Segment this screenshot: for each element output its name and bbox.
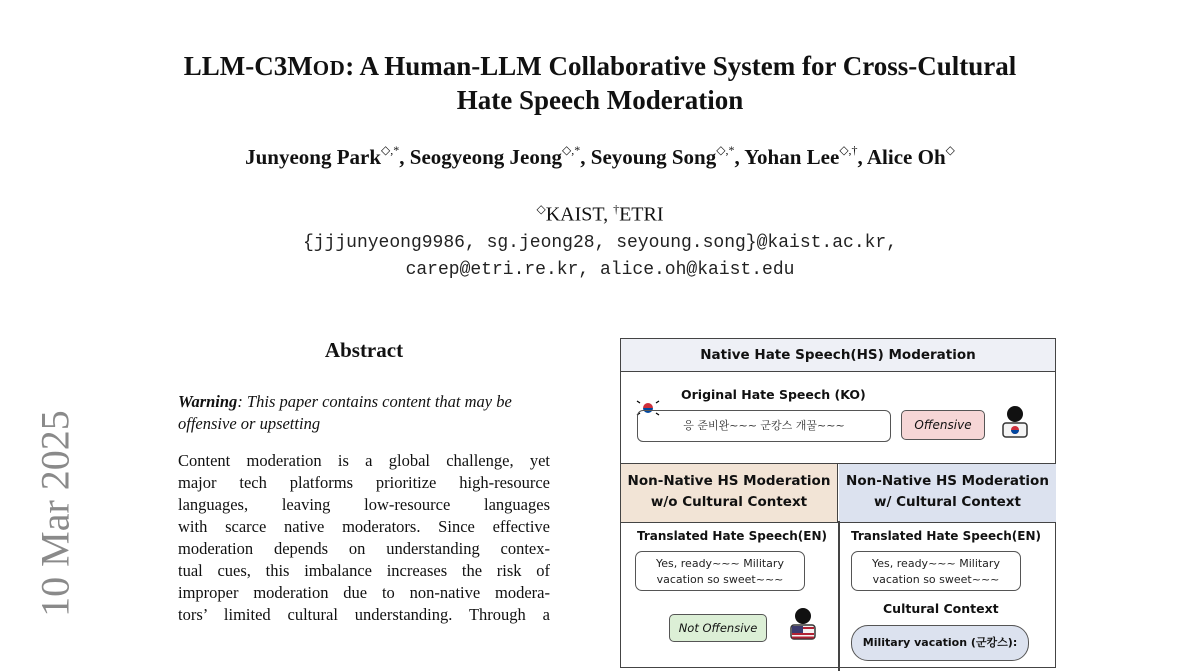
warning-label: Warning [178, 392, 238, 411]
title-part: LLM-C3M [183, 51, 313, 81]
author-name: Alice Oh [866, 145, 946, 169]
warning-text: : This paper contains content that may be offensive or upsetting [178, 392, 512, 433]
header-line: Non-Native HS Moderation [627, 473, 831, 489]
abstract-line: tors’ limited cultural understanding. Through a [178, 605, 550, 624]
with-context-header [839, 464, 1056, 522]
author-list: Junyeong Park◇,*, Seogyeong Jeong◇,*, Seyoung Song◇,*, Yohan Lee◇,†, Alice Oh◇ [245, 143, 955, 169]
without-context-header [621, 464, 838, 522]
original-hs-label: Original Hate Speech (KO) [681, 387, 866, 402]
email-line: {jjjunyeong9986, sg.jeong28, seyoung.song}@kaist.ac.kr, [302, 233, 898, 253]
author-marks: ◇ [945, 143, 955, 157]
author-name: Seogyeong Jeong [409, 145, 563, 169]
author-marks: ◇,* [562, 143, 581, 157]
offensive-verdict: Offensive [901, 410, 985, 440]
title-smallcaps: OD [312, 56, 346, 80]
author-name: Yohan Lee [744, 145, 840, 169]
author-marks: ◇,* [716, 143, 735, 157]
affil-institution: ETRI [619, 203, 664, 226]
paper-title [0, 50, 1200, 116]
affil-mark: ◇ [536, 202, 546, 216]
native-moderation-header: Native Hate Speech(HS) Moderation [621, 339, 1055, 372]
author-name: Seyoung Song [590, 145, 717, 169]
cultural-context-bubble: Military vacation (군캉스): [851, 625, 1029, 661]
header-line: w/o Cultural Context [650, 494, 808, 510]
affiliations [0, 202, 1200, 227]
header-line: w/ Cultural Context [874, 494, 1021, 510]
translated-hs-label: Translated Hate Speech(EN) [851, 529, 1041, 543]
abstract-line: languages, leaving low-resource languages [178, 495, 550, 514]
abstract-line: improper moderation due to non-native modera- [178, 583, 550, 602]
bubble-line: Yes, ready~~~ Military [872, 557, 1000, 570]
affil-institution: KAIST, [545, 203, 614, 226]
email-line: carep@etri.re.kr, alice.oh@kaist.edu [405, 260, 795, 280]
warning-note [178, 391, 553, 435]
english-speech-bubble [851, 551, 1021, 591]
author-marks: ◇,† [839, 143, 858, 157]
header-line: Non-Native HS Moderation [846, 473, 1049, 489]
author-name: Junyeong Park [245, 145, 382, 169]
bubble-line: Yes, ready~~~ Military [656, 557, 784, 570]
abstract-text [178, 450, 550, 626]
author-marks: ◇,* [381, 143, 400, 157]
abstract-line: major tech platforms prioritize high-resource [178, 473, 550, 492]
abstract-line: Content moderation is a global challenge, yet [178, 451, 550, 470]
not-offensive-verdict: Not Offensive [669, 614, 767, 642]
abstract-line: with scarce native moderators. Since effective [178, 517, 550, 536]
affil-mark: † [613, 202, 620, 216]
comparison-headers [621, 463, 1055, 523]
translated-hs-label: Translated Hate Speech(EN) [637, 529, 827, 543]
cultural-context-label: Cultural Context [883, 601, 999, 616]
arxiv-date-stamp: 10 Mar 2025 [32, 410, 78, 617]
bubble-line: vacation so sweet~~~ [656, 573, 784, 586]
moderation-figure [620, 338, 1056, 668]
column-divider [838, 521, 840, 671]
abstract-line: moderation depends on understanding contex- [178, 539, 550, 558]
abstract-heading: Abstract [324, 338, 404, 362]
abstract-line: tual cues, this imbalance increases the risk of [178, 561, 550, 580]
title-line-2: Hate Speech Moderation [456, 85, 744, 115]
non-native-moderator-icon [787, 607, 819, 645]
korean-speech-bubble: 응 준비완~~~ 군캉스 개꿀~~~ [637, 410, 891, 442]
english-speech-bubble [635, 551, 805, 591]
bubble-line: vacation so sweet~~~ [872, 573, 1000, 586]
title-part: : A Human-LLM Collaborative System for Cross-Cultural [345, 51, 1017, 81]
korean-moderator-icon [999, 405, 1031, 443]
